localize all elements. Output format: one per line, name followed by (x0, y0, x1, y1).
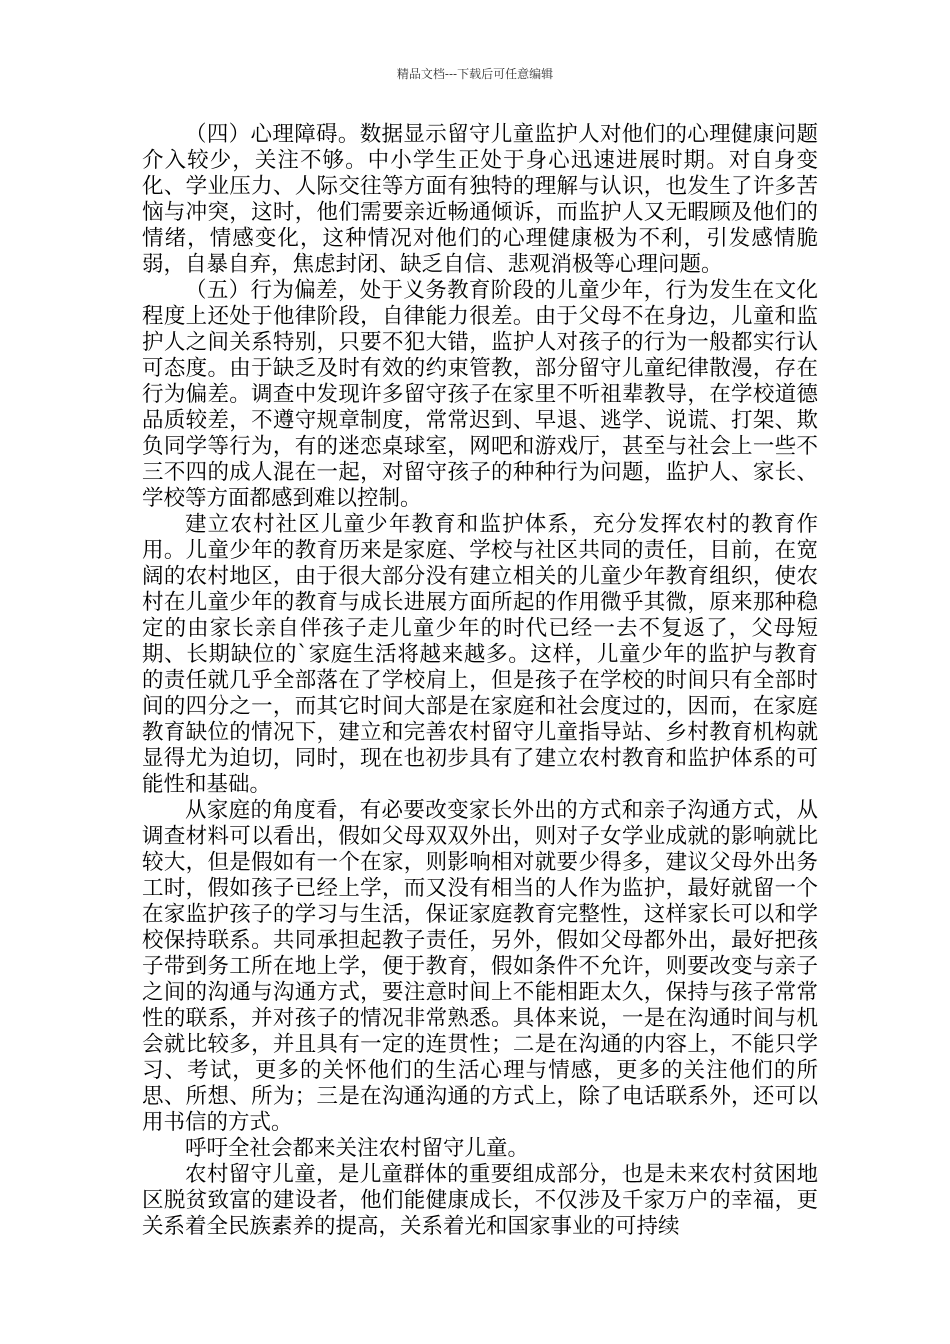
page-header: 精品文档---下载后可任意编辑 (396, 67, 554, 81)
paragraph-call-to-society: 呼吁全社会都来关注农村留守儿童。 (185, 1136, 530, 1161)
paragraph-psychological-barriers: （四）心理障碍。数据显示留守儿童监护人对他们的心理健康问题介入较少，关注不够。中小学生正处于身心迅速进展时期。对自身变化、学业压力、人际交往等方面有独特的理解与认识，也发生了许多苦恼与冲突，这时，他们需要亲近畅通倾诉，而监护人又无暇顾及他们的情绪，情感变化，这种情况对他们的心理健康极为不利，引发感情脆弱，自暴自弃，焦虑封闭、缺乏自信、悲观消极等心理问题。 (142, 122, 818, 277)
paragraph-family-perspective: 从家庭的角度看，有必要改变家长外出的方式和亲子沟通方式，从调查材料可以看出，假如父母双双外出，则对子女学业成就的影响就比较大，但是假如有一个在家，则影响相对就要少得多，建议父母外出务工时，假如孩子已经上学，而又没有相当的人作为监护，最好就留一个在家监护孩子的学习与生活，保证家庭教育完整性，这样家长可以和学校保持联系。共同承担起教子责任，另外，假如父母都外出，最好把孩子带到务工所在地上学，便于教育，假如条件不允许，则要改变与亲子之间的沟通与沟通方式，要注意时间上不能相距太久，保持与孩子常常性的联系，并对孩子的情况非常熟悉。具体来说，一是在沟通时间与机会就比较多，并且具有一定的连贯性；二是在沟通的内容上，不能只学习、考试，更多的关怀他们的生活心理与情感，更多的关注他们的所思、所想、所为；三是在沟通沟通的方式上，除了电话联系外，还可以用书信的方式。 (142, 798, 818, 1135)
document-body (142, 122, 818, 1240)
paragraph-community-education-system: 建立农村社区儿童少年教育和监护体系，充分发挥农村的教育作用。儿童少年的教育历来是家庭、学校与社区共同的责任，目前，在宽阔的农村地区，由于很大部分没有建立相关的儿童少年教育组织，使农村在儿童少年的教育与成长进展方面所起的作用微乎其微，原来那种稳定的由家长亲自伴孩子走儿童少年的时代已经一去不复返了，父母短期、长期缺位的`家庭生活将越来越多。这样，儿童少年的监护与教育的责任就几乎全部落在了学校肩上，但是孩子在学校的时间只有全部时间的四分之一，而其它时间大部是在家庭和社会度过的，因而，在家庭教育缺位的情况下，建立和完善农村留守儿童指导站、乡村教育机构就显得尤为迫切，同时，现在也初步具有了建立农村教育和监护体系的可能性和基础。 (142, 512, 818, 797)
paragraph-rural-left-behind-children: 农村留守儿童，是儿童群体的重要组成部分，也是未来农村贫困地区脱贫致富的建设者，他们能健康成长，不仅涉及千家万户的幸福，更关系着全民族素养的提高，关系着光和国家事业的可持续 (142, 1162, 818, 1239)
paragraph-behavior-deviation: （五）行为偏差，处于义务教育阶段的儿童少年，行为发生在文化程度上还处于他律阶段，自律能力很差。由于父母不在身边，儿童和监护人之间关系特别，只要不犯大错，监护人对孩子的行为一般都实行认可态度。由于缺乏及时有效的约束管教，部分留守儿童纪律散漫，存在行为偏差。调查中发现许多留守孩子在家里不听祖辈教导，在学校道德品质较差，不遵守规章制度，常常迟到、早退、逃学、说谎、打架、欺负同学等行为，有的迷恋桌球室，网吧和游戏厅，甚至与社会上一些不三不四的成人混在一起，对留守孩子的种种行为问题，监护人、家长、学校等方面都感到难以控制。 (142, 278, 818, 511)
